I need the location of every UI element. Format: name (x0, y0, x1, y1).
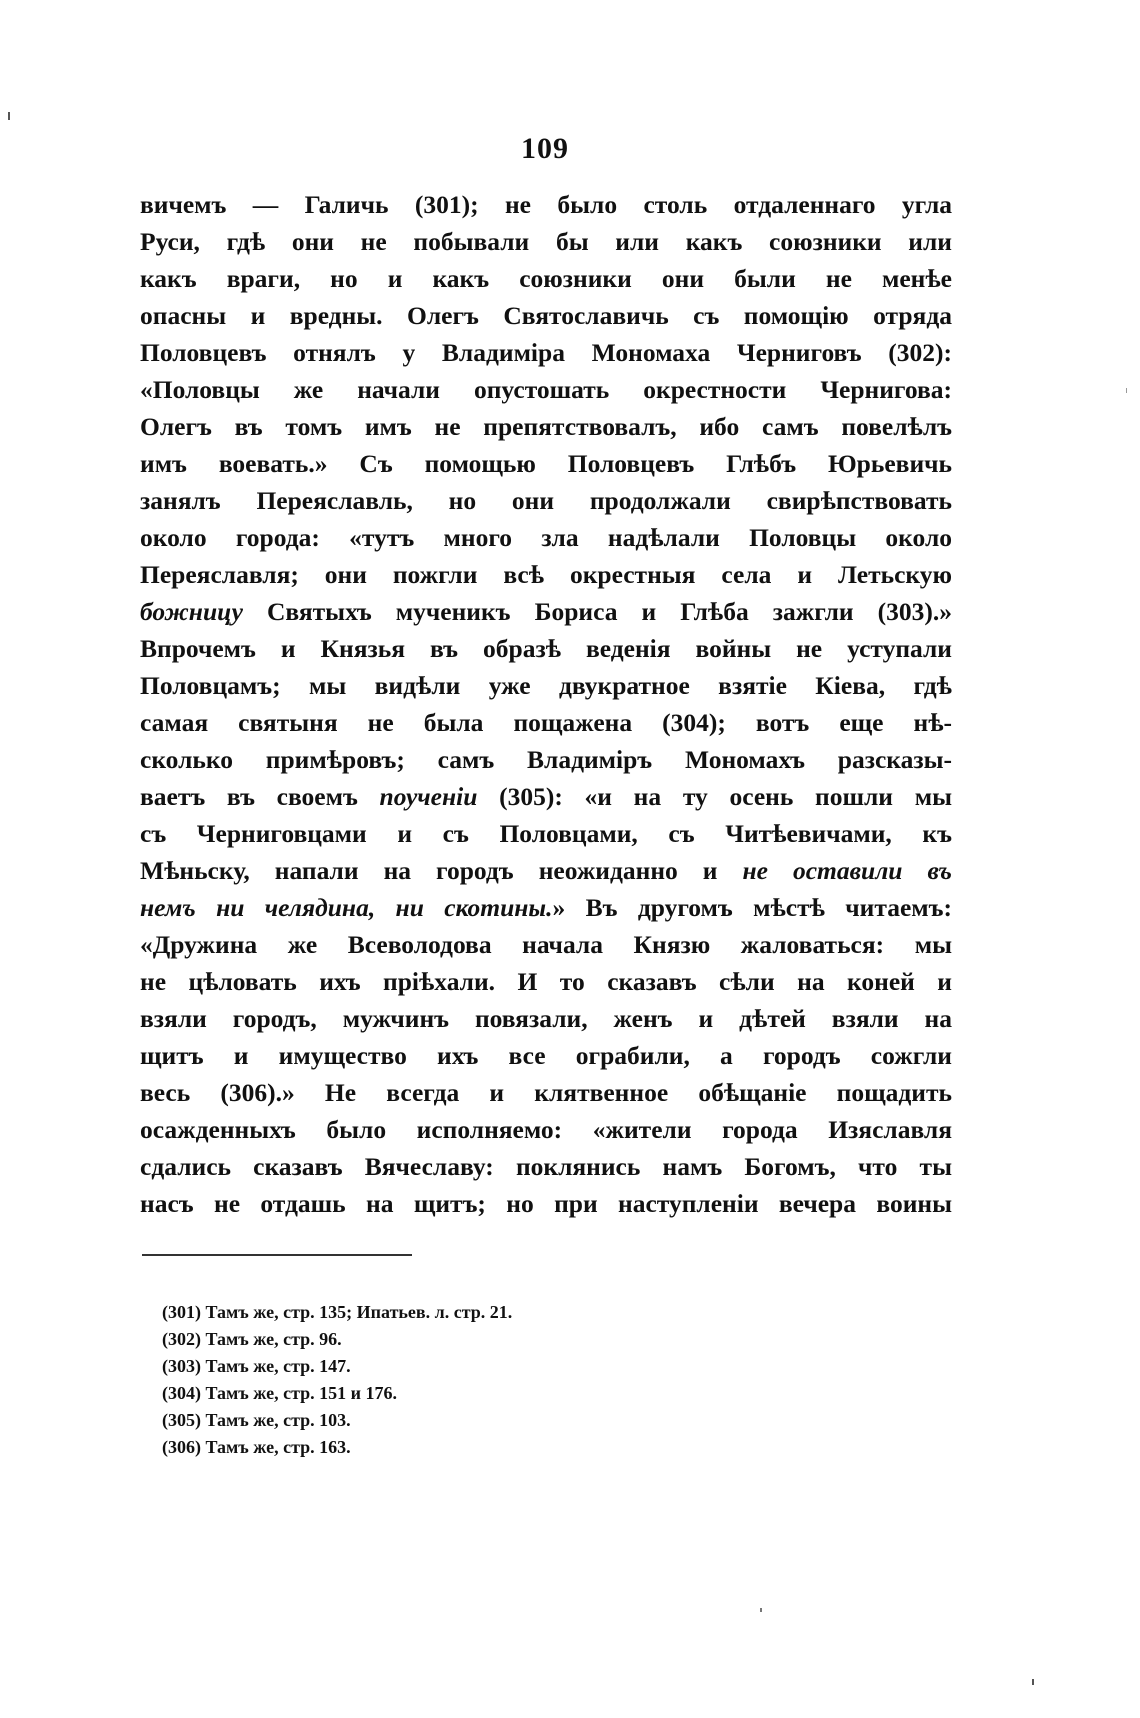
text-segment: имъ воевать.» Съ помощью Половцевъ Глѣбъ Юрьевичь (140, 449, 952, 478)
text-segment: Половцамъ; мы видѣли уже двукратное взятіе Кіева, гдѣ (140, 671, 952, 700)
text-segment: «Дружина же Всеволодова начала Князю жаловаться: мы (140, 930, 952, 959)
page-number: 109 (521, 132, 569, 165)
text-segment: весь (306).» Не всегда и клятвенное обѣщаніе пощадить (140, 1078, 952, 1107)
text-line (140, 297, 952, 334)
scan-speck (1032, 1679, 1034, 1685)
text-line (140, 704, 952, 741)
footnote: (301) Тамъ же, стр. 135; Ипатьев. л. стр. 21. (162, 1302, 513, 1322)
text-segment: около города: «тутъ много зла надѣлали Половцы около (140, 523, 952, 552)
text-line (140, 445, 952, 482)
text-line (140, 186, 952, 223)
scan-speck (8, 112, 10, 120)
text-line (140, 482, 952, 519)
text-line (140, 408, 952, 445)
scan-speck (760, 1608, 762, 1612)
text-line (140, 926, 952, 963)
text-line (140, 815, 952, 852)
footnote: (305) Тамъ же, стр. 103. (162, 1410, 351, 1430)
text-segment: взяли городъ, мужчинъ повязали, женъ и дѣтей взяли на (140, 1004, 952, 1033)
text-line (140, 371, 952, 408)
italic-text: поученіи (379, 782, 478, 811)
text-segment: (305): «и на ту осень пошли мы (477, 782, 952, 811)
text-line (140, 741, 952, 778)
text-segment: вичемъ — Галичь (301); не было столь отдаленнаго угла (140, 190, 952, 219)
text-line (140, 1185, 952, 1222)
text-line (140, 852, 952, 889)
text-segment: Олегъ въ томъ имъ не препятствовалъ, ибо самъ повелѣлъ (140, 412, 952, 441)
italic-text: не оставили въ (742, 856, 952, 885)
text-segment: какъ враги, но и какъ союзники они были не менѣе (140, 264, 952, 293)
text-line (140, 334, 952, 371)
text-segment: самая святыня не была пощажена (304); вотъ еще нѣ- (140, 708, 952, 737)
text-segment: Впрочемъ и Князья въ образѣ веденія войны не уступали (140, 634, 952, 663)
text-segment: Мѣньску, напали на городъ неожиданно и (140, 856, 743, 885)
text-line (140, 223, 952, 260)
text-segment: «Половцы же начали опустошать окрестности Чернигова: (140, 375, 952, 404)
text-line (140, 667, 952, 704)
text-segment: сколько примѣровъ; самъ Владиміръ Мономахъ разсказы- (140, 745, 952, 774)
text-line (140, 593, 952, 630)
text-line (140, 1111, 952, 1148)
body-text (140, 186, 952, 1222)
text-segment: Руси, гдѣ они не побывали бы или какъ союзники или (140, 227, 952, 256)
text-segment: съ Черниговцами и съ Половцами, съ Читѣевичами, къ (140, 819, 952, 848)
text-segment: щитъ и имущество ихъ все ограбили, а городъ сожгли (140, 1041, 952, 1070)
text-line (140, 889, 952, 926)
footnotes (162, 1299, 762, 1461)
text-line (140, 519, 952, 556)
footnote: (303) Тамъ же, стр. 147. (162, 1356, 351, 1376)
text-segment: занялъ Переяславль, но они продолжали свирѣпствовать (140, 486, 952, 515)
footnote: (302) Тамъ же, стр. 96. (162, 1329, 342, 1349)
text-segment: » Въ другомъ мѣстѣ читаемъ: (552, 893, 952, 922)
text-segment: сдались сказавъ Вячеславу: поклянись намъ Богомъ, что ты (140, 1152, 952, 1181)
italic-text: немъ ни челядина, ни скотины. (140, 893, 553, 922)
text-line (140, 963, 952, 1000)
text-segment: осажденныхъ было исполняемо: «жители города Изяславля (140, 1115, 952, 1144)
text-segment: не цѣловать ихъ пріѣхали. И то сказавъ сѣли на коней и (140, 967, 952, 996)
text-line (140, 260, 952, 297)
text-line (140, 1037, 952, 1074)
text-line (140, 1148, 952, 1185)
footnote: (306) Тамъ же, стр. 163. (162, 1437, 351, 1457)
text-line (140, 1000, 952, 1037)
text-line (140, 778, 952, 815)
text-line (140, 556, 952, 593)
text-segment: Половцевъ отнялъ у Владиміра Мономаха Черниговъ (302): (140, 338, 952, 367)
text-segment: Переяславля; они пожгли всѣ окрестныя села и Летьскую (140, 560, 952, 589)
text-line (140, 630, 952, 667)
text-line (140, 1074, 952, 1111)
footnote: (304) Тамъ же, стр. 151 и 176. (162, 1383, 398, 1403)
text-segment: Святыхъ мученикъ Бориса и Глѣба зажгли (303).» (242, 597, 952, 626)
scan-speck (1126, 388, 1127, 393)
italic-text: божницу (140, 597, 243, 626)
text-segment: ваетъ въ своемъ (140, 782, 380, 811)
text-segment: опасны и вредны. Олегъ Святославичь съ помощію отряда (140, 301, 952, 330)
text-segment: насъ не отдашь на щитъ; но при наступленіи вечера воины (140, 1189, 952, 1218)
footnote-divider (142, 1254, 412, 1256)
